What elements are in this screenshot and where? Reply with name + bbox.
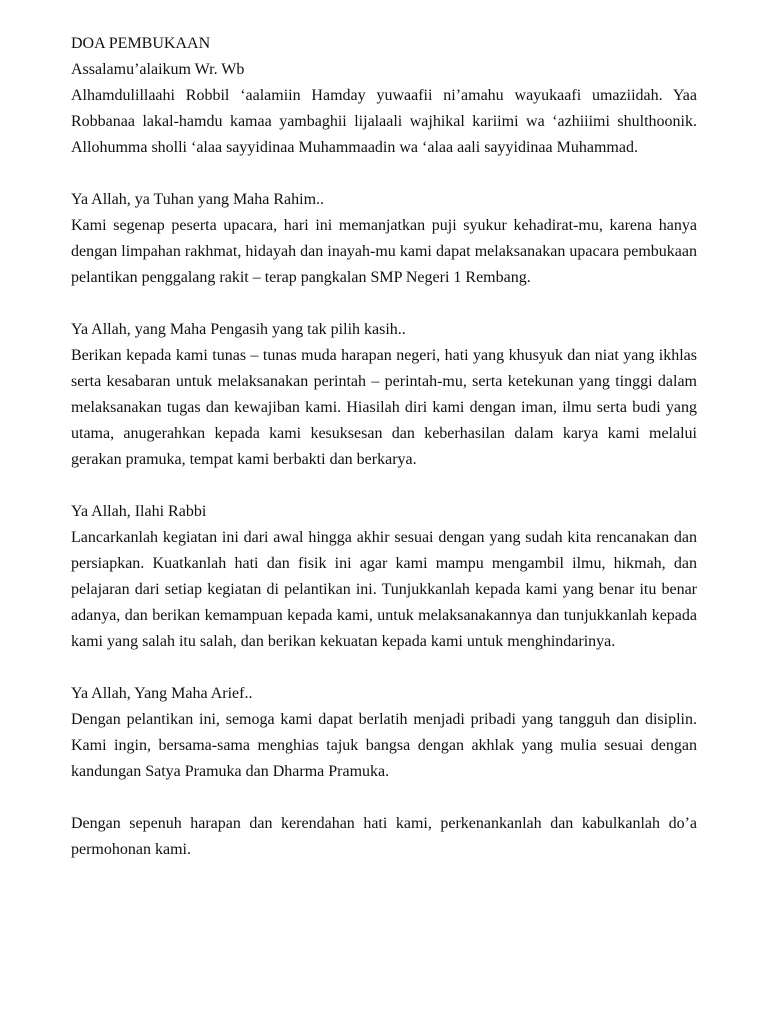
paragraph-gap (71, 473, 697, 499)
document-title: DOA PEMBUKAAN (71, 35, 211, 52)
closing-paragraph: Dengan sepenuh harapan dan kerendahan hati kami, perkenankanlah dan kabulkanlah do’a permohonan kami. (71, 815, 697, 858)
section-body: Dengan pelantikan ini, semoga kami dapat berlatih menjadi pribadi yang tangguh dan disiplin. Kami ingin, bersama-sama menghias tajuk bangsa dengan akhlak yang mulia sesuai dengan kandungan Satya Pramuka dan Dharma Pramuka. (71, 711, 697, 780)
greeting: Assalamu’alaikum Wr. Wb (71, 61, 245, 78)
section-body: Berikan kepada kami tunas – tunas muda harapan negeri, hati yang khusyuk dan niat yang ikhlas serta kesabaran untuk melaksanakan perintah – perintah-mu, serta ketekunan yang tinggi dalam melaksanakan tugas dan kewajiban kami. Hiasilah diri kami dengan iman, ilmu serta budi yang utama, anugerahkan kepada kami kesuksesan dan keberhasilan dalam karya kami melalui gerakan pramuka, tempat kami berbakti dan berkarya. (71, 347, 697, 468)
paragraph-gap (71, 161, 697, 187)
section-body: Kami segenap peserta upacara, hari ini memanjatkan puji syukur kehadirat-mu, karena hanya dengan limpahan rakhmat, hidayah dan inayah-mu kami dapat melaksanakan upacara pembukaan pelantikan penggalang rakit – terap pangkalan SMP Negeri 1 Rembang. (71, 217, 697, 286)
section-heading: Ya Allah, yang Maha Pengasih yang tak pilih kasih.. (71, 321, 406, 338)
document-page (71, 31, 697, 863)
opening-paragraph: Alhamdulillaahi Robbil ‘aalamiin Hamday yuwaafii ni’amahu wayukaafi umaziidah. Yaa Robbanaa lakal-hamdu kamaa yambaghii lijalaali wajhikal kariimi wa ‘azhiiimi shulthoonik. Allohumma sholli ‘alaa sayyidinaa Muhammaadin wa ‘alaa aali sayyidinaa Muhammad. (71, 87, 697, 156)
section-heading: Ya Allah, Ilahi Rabbi (71, 503, 207, 520)
section-heading: Ya Allah, Yang Maha Arief.. (71, 685, 253, 702)
paragraph-gap (71, 291, 697, 317)
section-heading: Ya Allah, ya Tuhan yang Maha Rahim.. (71, 191, 325, 208)
paragraph-gap (71, 655, 697, 681)
section-body: Lancarkanlah kegiatan ini dari awal hingga akhir sesuai dengan yang sudah kita rencanakan dan persiapkan. Kuatkanlah hati dan fisik ini agar kami mampu mengambil ilmu, hikmah, dan pelajaran dari setiap kegiatan di pelantikan ini. Tunjukkanlah kepada kami yang benar itu benar adanya, dan berikan kemampuan kepada kami, untuk melaksanakannya dan tunjukkanlah kepada kami yang salah itu salah, dan berikan kekuatan kepada kami untuk menghindarinya. (71, 529, 697, 650)
paragraph-gap (71, 785, 697, 811)
